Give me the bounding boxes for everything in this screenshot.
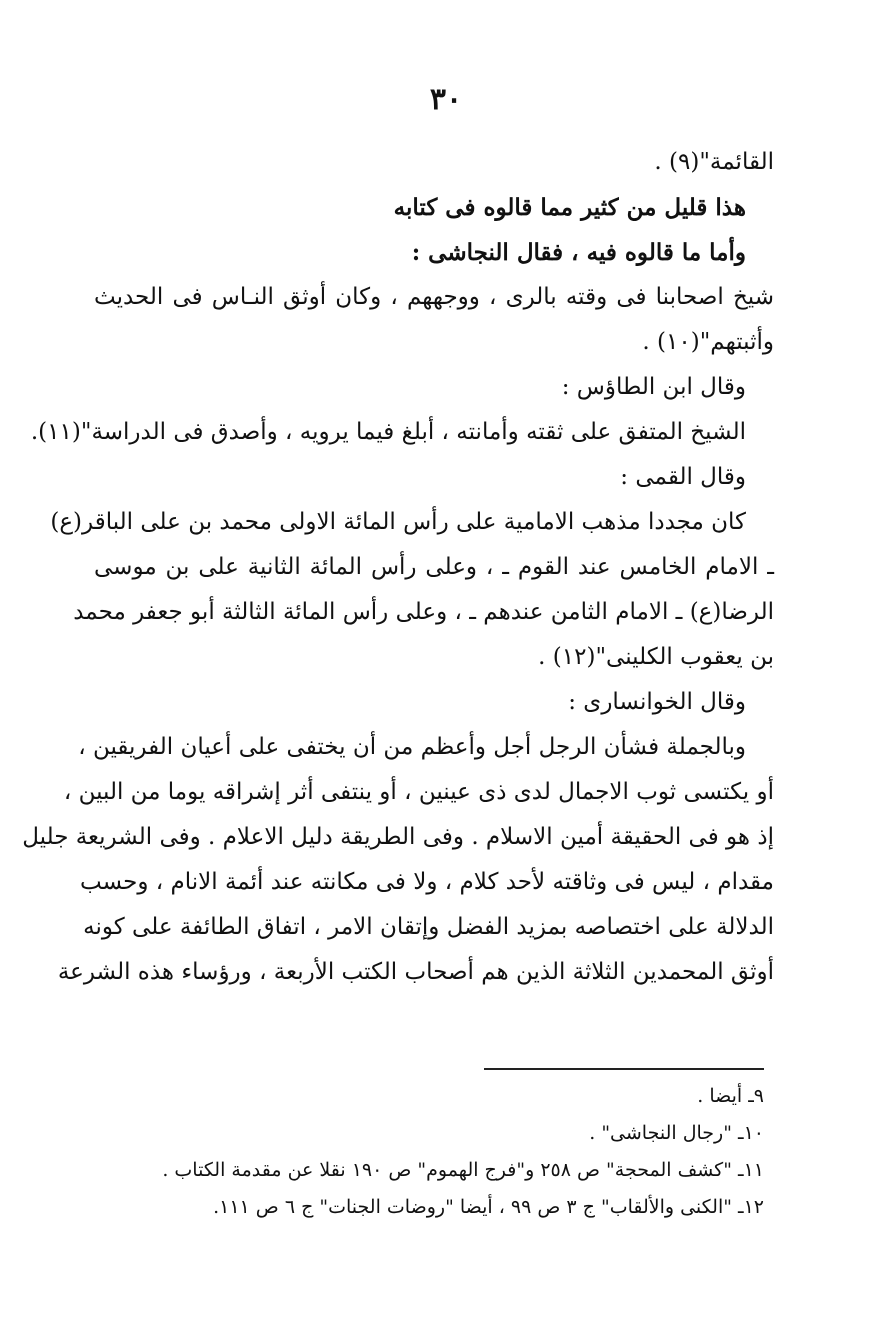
footnote-11: ١١ـ "كشف المحجة" ص ٢٥٨ و"فرج الهموم" ص ١٩٠ نقلا عن مقدمة الكتاب .: [162, 1159, 764, 1181]
text-line: أو يكتسى ثوب الاجمال لدى ذى عينين ، أو ينتفى أثر إشراقه يوما من البين ،: [63, 779, 774, 805]
text-line: أوثق المحمدين الثلاثة الذين هم أصحاب الكتب الأربعة ، ورؤساء هذه الشرعة: [57, 959, 774, 985]
footnote-10: ١٠ـ "رجال النجاشى" .: [589, 1122, 764, 1144]
text-line: هذا قليل من كثير مما قالوه فى كتابه: [393, 194, 746, 221]
footnote-9: ٩ـ أيضا .: [697, 1085, 764, 1107]
text-line: القائمة"(٩) .: [654, 149, 774, 175]
text-line: وقال القمى :: [620, 464, 746, 490]
footnote-12: ١٢ـ "الكنى والألقاب" ج ٣ ص ٩٩ ، أيضا "روضات الجنات" ج ٦ ص ١١١.: [213, 1196, 764, 1218]
text-line: بن يعقوب الكلينى"(١٢) .: [538, 644, 774, 670]
text-line: وقال ابن الطاؤس :: [561, 374, 746, 400]
footnote-divider: [484, 1068, 764, 1070]
body-text: [22, 140, 774, 995]
text-line: إذ هو فى الحقيقة أمين الاسلام . وفى الطريقة دليل الاعلام . وفى الشريعة جليل: [22, 824, 774, 850]
page-number: ٣٠: [429, 82, 463, 117]
text-line: كان مجددا مذهب الامامية على رأس المائة الاولى محمد بن على الباقر(ع): [50, 509, 746, 535]
text-line: شيخ اصحابنا فى وقته بالرى ، ووجههم ، وكان أوثق النـاس فى الحديث: [94, 284, 774, 310]
text-line: مقدام ، ليس فى وثاقته لأحد كلام ، ولا فى مكانته عند أئمة الانام ، وحسب: [80, 869, 774, 895]
text-line: ـ الامام الخامس عند القوم ـ ، وعلى رأس المائة الثانية على بن موسى: [94, 554, 774, 580]
text-line: وبالجملة فشأن الرجل أجل وأعظم من أن يختفى على أعيان الفريقين ،: [78, 734, 746, 760]
text-line: وأما ما قالوه فيه ، فقال النجاشى :: [411, 239, 746, 266]
text-line: الشيخ المتفق على ثقته وأمانته ، أبلغ فيما يرويه ، وأصدق فى الدراسة"(١١).: [30, 419, 746, 445]
footnotes: [84, 1078, 764, 1226]
text-line: الدلالة على اختصاصه بمزيد الفضل وإتقان الامر ، اتفاق الطائفة على كونه: [83, 914, 774, 940]
text-line: وقال الخوانسارى :: [568, 689, 746, 715]
text-line: الرضا(ع) ـ الامام الثامن عندهم ـ ، وعلى رأس المائة الثالثة أبو جعفر محمد: [73, 599, 774, 625]
text-line: وأثبتهم"(١٠) .: [642, 329, 774, 355]
